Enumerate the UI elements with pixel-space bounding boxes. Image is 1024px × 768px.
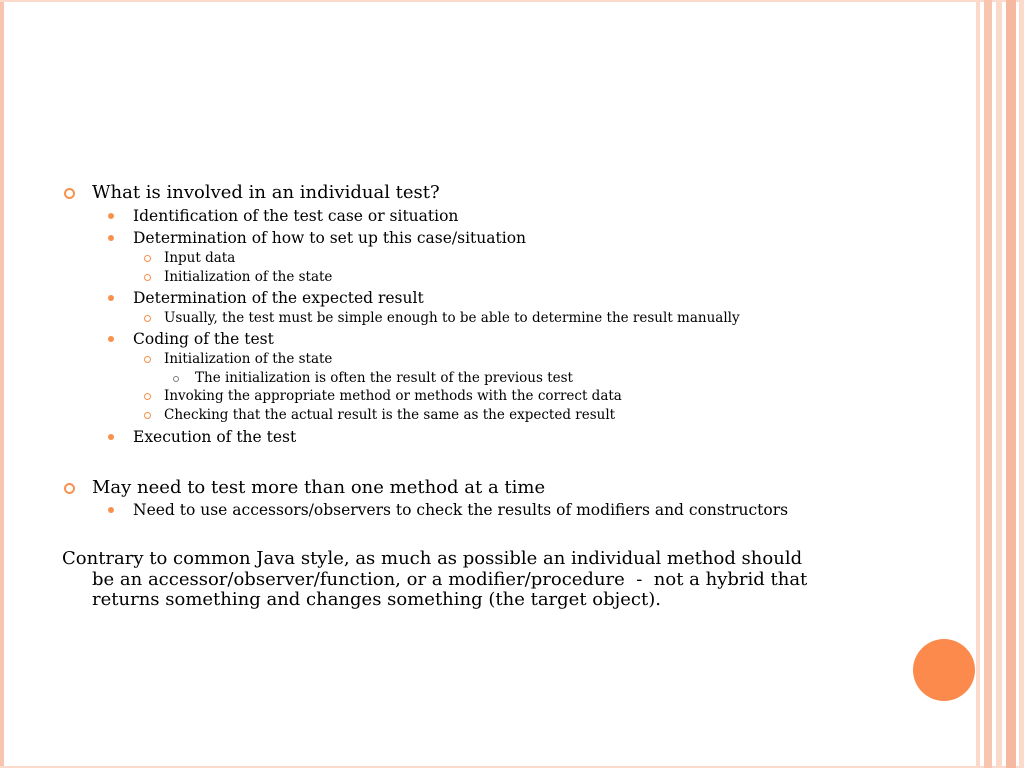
stripe — [976, 0, 980, 768]
bullet-ring-icon — [144, 356, 151, 363]
bullet-level3: Input data — [164, 250, 236, 266]
bullet-dot-icon — [108, 336, 114, 342]
decorative-stripes — [976, 0, 1024, 768]
paragraph-line: be an accessor/observer/function, or a modifier/procedure - not a hybrid that — [92, 568, 808, 590]
bullet-level2: Determination of how to set up this case/situation — [133, 229, 527, 247]
bullet-level2: Coding of the test — [133, 330, 274, 348]
bullet-dot-icon — [108, 295, 114, 301]
bullet-level3: Initialization of the state — [164, 351, 333, 367]
bullet-ring-icon — [144, 393, 151, 400]
stripe — [1006, 0, 1016, 768]
bullet-level4: The initialization is often the result of the previous test — [195, 370, 573, 386]
paragraph-line: Contrary to common Java style, as much as possible an individual method should — [62, 548, 803, 569]
slide-frame-top — [0, 0, 1024, 2]
bullet-level2: Need to use accessors/observers to check the results of modifiers and constructors — [133, 501, 789, 519]
bullet-ring-icon — [144, 412, 151, 419]
bullet-dot-icon — [108, 213, 114, 219]
bullet-dot-icon — [108, 235, 114, 241]
bullet-level3: Initialization of the state — [164, 269, 333, 285]
bullet-level2: Identification of the test case or situation — [133, 207, 459, 225]
bullet-level2: Execution of the test — [133, 428, 297, 446]
bullet-level2: Determination of the expected result — [133, 289, 424, 307]
stripe — [984, 0, 992, 768]
bullet-ring-icon — [64, 483, 75, 494]
stripe — [996, 0, 1002, 768]
bullet-level3: Usually, the test must be simple enough to be able to determine the result manually — [164, 310, 740, 326]
closing-paragraph — [62, 549, 922, 611]
slide-frame-left — [0, 0, 4, 768]
bullet-ring-icon — [144, 274, 151, 281]
bullet-level1: May need to test more than one method at a time — [92, 477, 546, 498]
decorative-circle — [913, 639, 975, 701]
bullet-level3: Checking that the actual result is the same as the expected result — [164, 407, 616, 423]
bullet-ring-icon — [144, 315, 151, 322]
bullet-ring-icon — [144, 255, 151, 262]
bullet-dot-icon — [108, 434, 114, 440]
bullet-level3: Invoking the appropriate method or methods with the correct data — [164, 388, 622, 404]
bullet-ring-icon — [173, 376, 179, 382]
bullet-level1: What is involved in an individual test? — [92, 182, 440, 203]
bullet-dot-icon — [108, 507, 114, 513]
stripe — [1019, 0, 1024, 768]
paragraph-line: returns something and changes something (the target object). — [92, 589, 661, 610]
bullet-ring-icon — [64, 188, 75, 199]
